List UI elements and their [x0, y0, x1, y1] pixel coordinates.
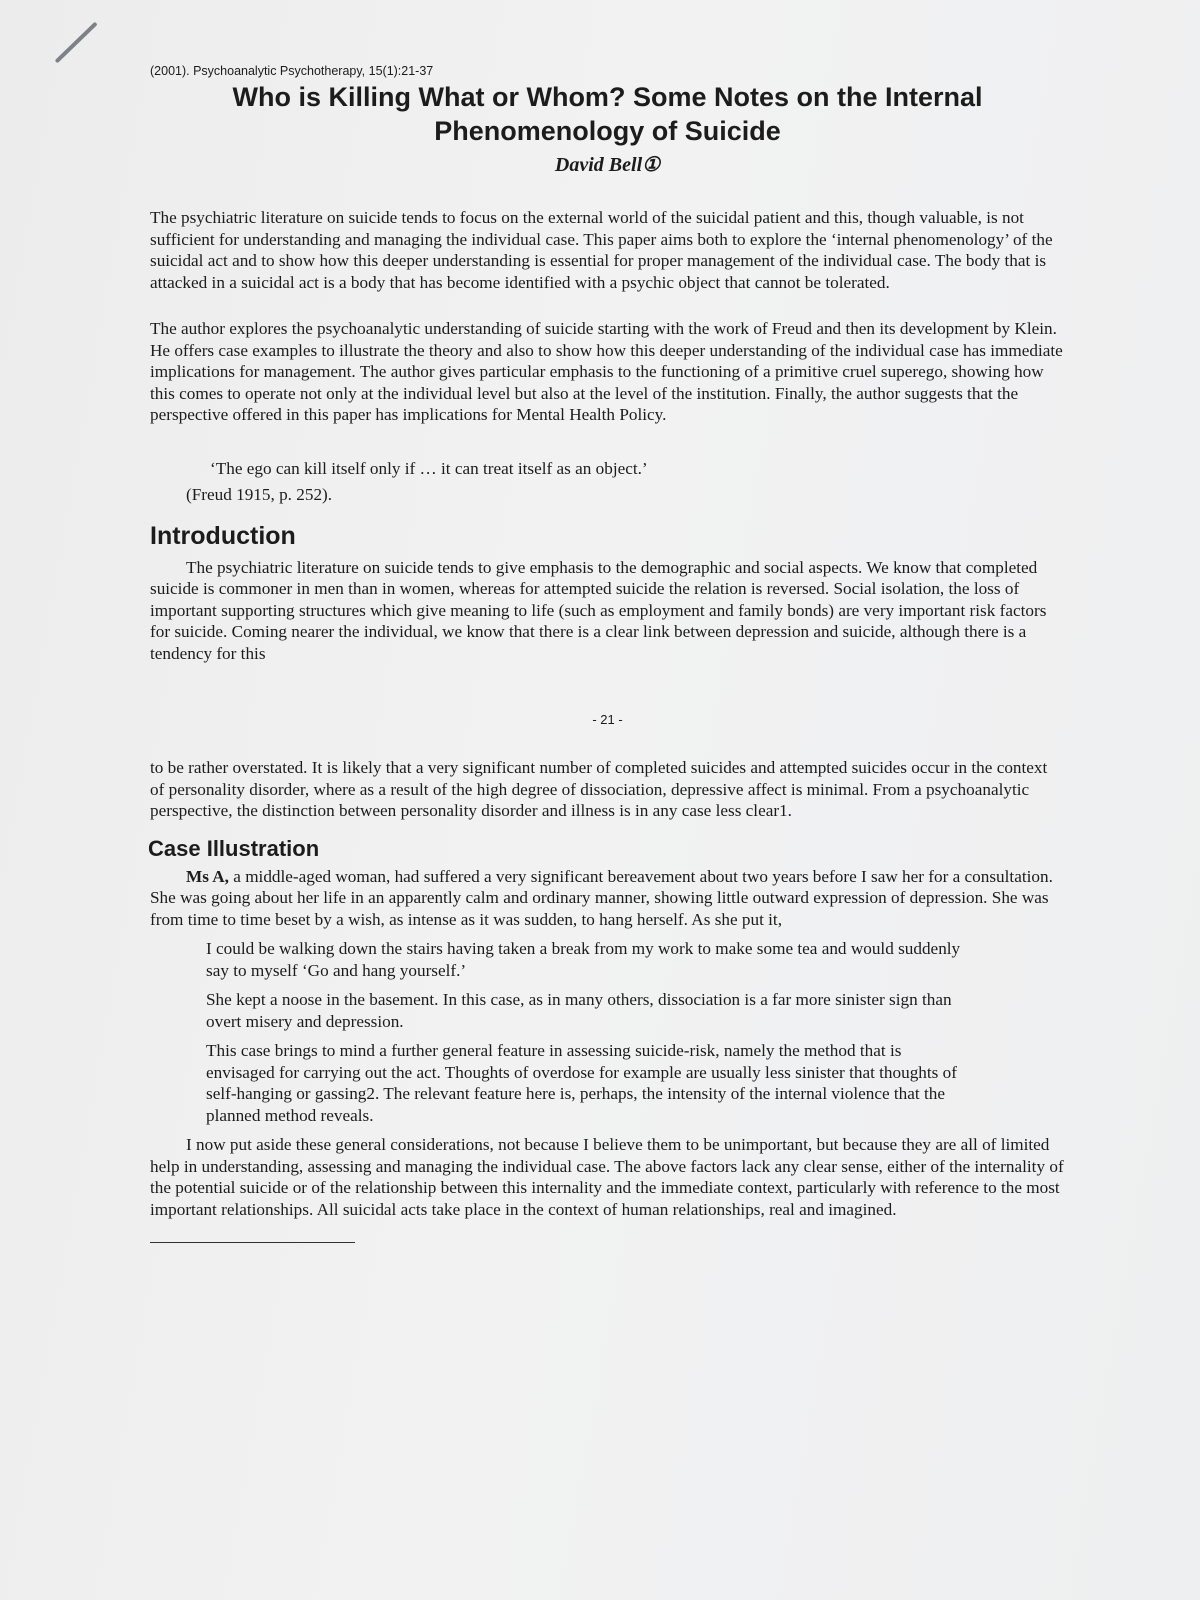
epigraph: [150, 456, 1065, 508]
case-lead-bold: Ms A,: [186, 866, 229, 886]
introduction-paragraph-2: to be rather overstated. It is likely that a very significant number of completed suicides and attempted suicides occur in the context of personality disorder, where as a result of the high degree of dissociation, depressive affect is minimal. From a psychoanalytic perspective, the distinction between personality disorder and illness is in any case less clear1.: [150, 758, 1048, 820]
article-title: [150, 80, 1065, 148]
case-body: [150, 866, 1065, 1244]
title-line-2: Phenomenology of Suicide: [434, 116, 781, 146]
abstract: [150, 207, 1065, 426]
case-block-2: She kept a noose in the basement. In this case, as in many others, dissociation is a far more sinister sign than overt misery and depression.: [206, 990, 952, 1031]
article: [150, 64, 1065, 1243]
introduction-paragraph-1: The psychiatric literature on suicide tends to give emphasis to the demographic and social aspects. We know that completed suicide is commoner in men than in women, whereas for attempted suicide the relation is reversed. Social isolation, the loss of important supporting structures which give meaning to life (such as employment and family bonds) are very important risk factors for suicide. Coming nearer the individual, we know that there is a clear link between depression and suicide, although there is a tendency for this: [150, 557, 1047, 663]
epigraph-quote: ‘The ego can kill itself only if … it can treat itself as an object.’: [210, 458, 648, 478]
case-paragraph-1: [150, 866, 1065, 931]
case-quote-block: I could be walking down the stairs having taken a break from my work to make some tea and would suddenly say to myself ‘Go and hang yourself.’: [206, 939, 961, 980]
journal-citation: (2001). Psychoanalytic Psychotherapy, 15(1):21-37: [150, 64, 434, 78]
case-paragraph-1-text: a middle-aged woman, had suffered a very significant bereavement about two years before I saw her for a consultation. She was going about her life in an apparently calm and ordinary manner, showing little outward expression of depression. She was from time to time beset by a wish, as intense as it was sudden, to hang herself. As she put it,: [150, 866, 1053, 929]
abstract-paragraph-1: The psychiatric literature on suicide tends to focus on the external world of the suicidal patient and this, though valuable, is not sufficient for understanding and managing the individual case. This paper aims both to explore the ‘internal phenomenology’ of the suicidal act and to show how this deeper understanding is essential for proper management of the individual case. The body that is attacked in a suicidal act is a body that has become identified with a psychic object that cannot be tolerated.: [150, 208, 1053, 292]
case-paragraph-final: I now put aside these general considerations, not because I believe them to be unimportant, but because they are all of limited help in understanding, assessing and managing the individual case. The above factors lack any clear sense, either of the internality of the potential suicide or of the relationship between this internality and the immediate context, particularly with reference to the most important relationships. All suicidal acts take place in the context of human relationships, real and imagined.: [150, 1135, 1064, 1219]
paperclip-mark: [55, 22, 98, 64]
section-heading-introduction: Introduction: [150, 521, 296, 550]
abstract-paragraph-2: The author explores the psychoanalytic understanding of suicide starting with the work of Freud and then its development by Klein. He offers case examples to illustrate the theory and also to show how this deeper understanding of the individual case has immediate implications for management. The author gives particular emphasis to the functioning of a primitive cruel superego, showing how this comes to operate not only at the individual level but also at the level of the institution. Finally, the author suggests that the perspective offered in this paper has implications for Mental Health Policy.: [150, 319, 1063, 424]
section-heading-case: Case Illustration: [148, 835, 320, 861]
epigraph-source: (Freud 1915, p. 252).: [186, 484, 333, 504]
page-number: - 21 -: [592, 712, 623, 727]
case-block-3: This case brings to mind a further general feature in assessing suicide-risk, namely the method that is envisaged for carrying out the act. Thoughts of overdose for example are usually less sinister that thoughts of self-hanging or gassing2. The relevant feature here is, perhaps, the intensity of the internal violence that the planned method reveals.: [206, 1041, 957, 1125]
footnote-rule: [150, 1242, 355, 1243]
title-line-1: Who is Killing What or Whom? Some Notes on the Internal: [232, 82, 983, 112]
author-name: David Bell①: [554, 154, 661, 176]
introduction-body: [150, 557, 1065, 822]
